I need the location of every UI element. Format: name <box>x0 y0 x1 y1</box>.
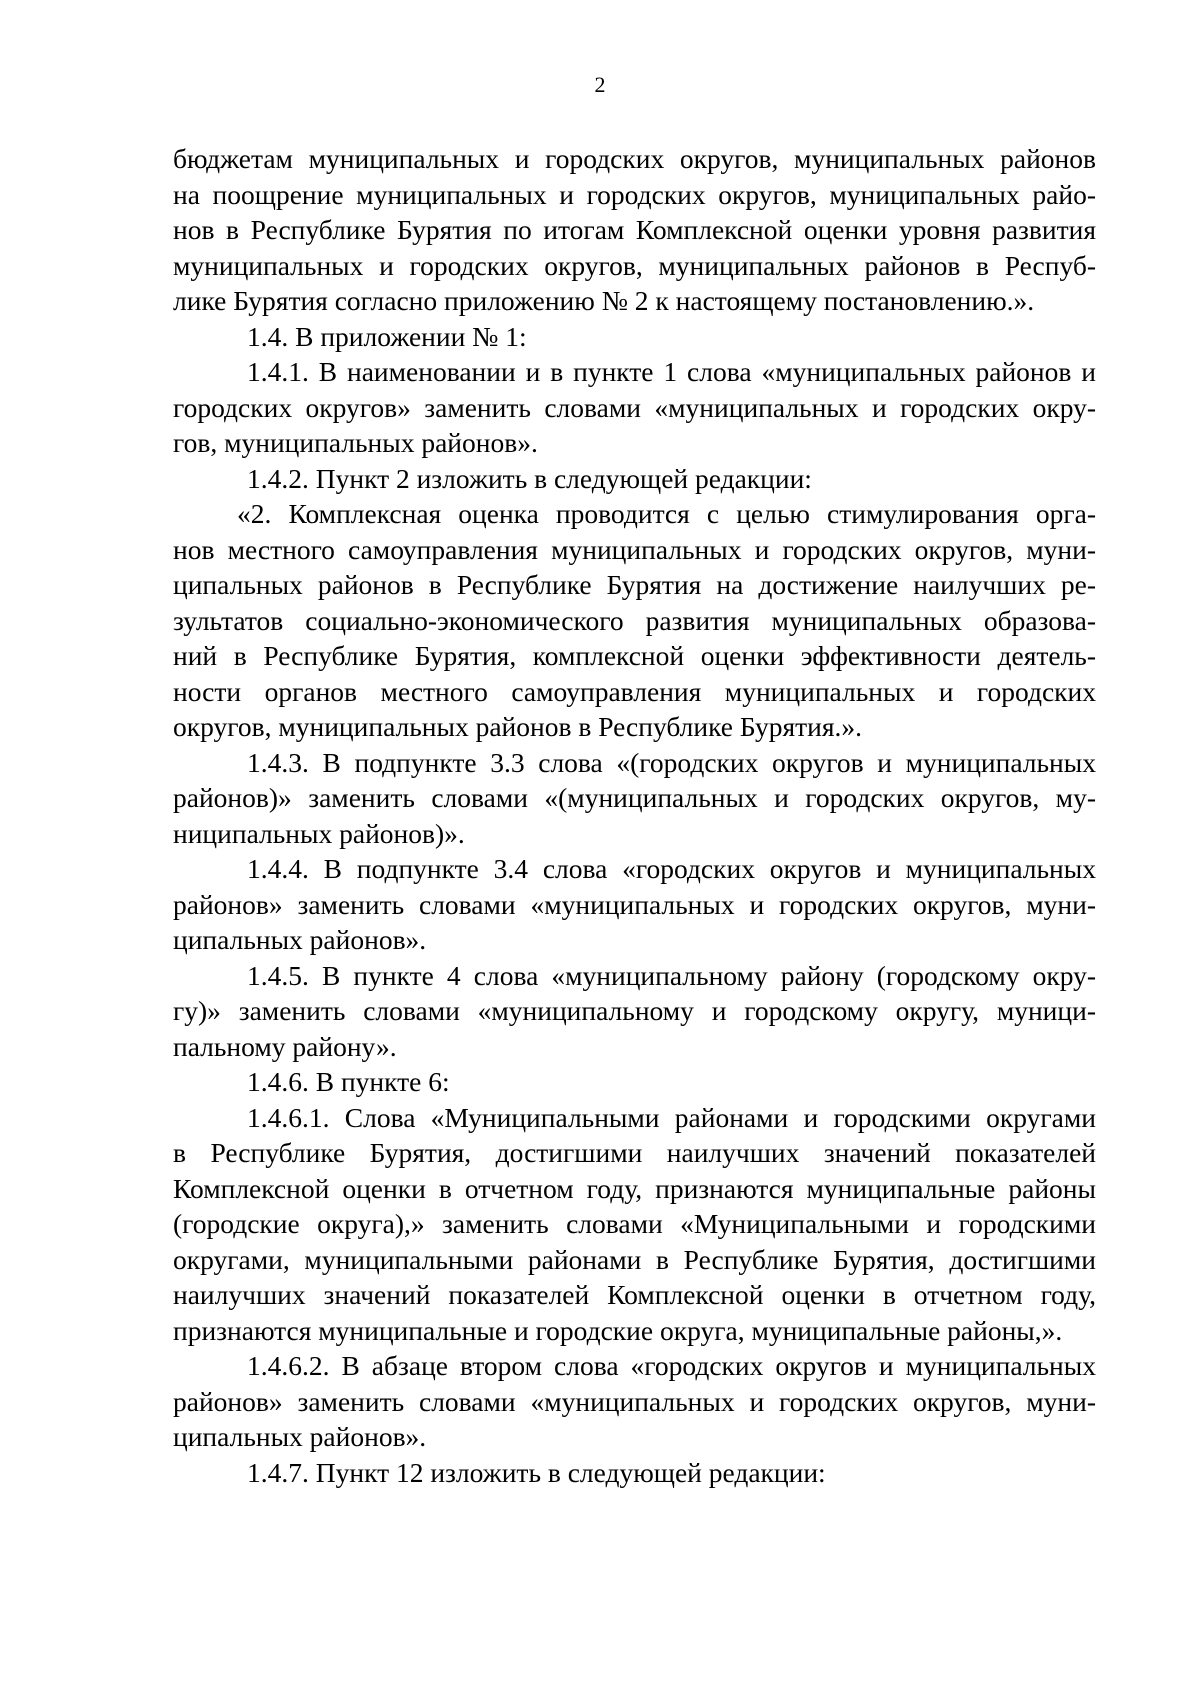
text-line: нов в Республике Бурятия по итогам Комплексной оценки уровня развития <box>173 214 1096 245</box>
text-line: 1.4.6.1. Слова «Муниципальными районами и городскими округами <box>247 1101 1096 1133</box>
text-line: на поощрение муниципальных и городских округов, муниципальных райо- <box>173 178 1096 210</box>
text-line: округов, муниципальных районов в Республике Бурятия.». <box>173 711 862 742</box>
text-line: нов местного самоуправления муниципальных и городских округов, муни- <box>173 533 1096 565</box>
text-line: ниципальных районов)». <box>173 817 465 849</box>
text-line: «2. Комплексная оценка проводится с целью стимулирования орга- <box>237 498 1096 529</box>
page-number: 2 <box>594 72 606 97</box>
text-line: ципальных районов». <box>173 924 427 955</box>
text-line: (городские округа),» заменить словами «Муниципальными и городскими <box>173 1208 1096 1239</box>
text-line: округами, муниципальными районами в Республике Бурятия, достигшими <box>173 1243 1096 1275</box>
text-line: ципальных районов в Республике Бурятия на достижение наилучших ре- <box>173 569 1096 600</box>
text-line: районов» заменить словами «муниципальных и городских округов, муни- <box>173 888 1096 920</box>
text-line: районов» заменить словами «муниципальных и городских округов, муни- <box>173 1385 1096 1417</box>
document-body <box>173 141 1096 1490</box>
text-line: бюджетам муниципальных и городских округов, муниципальных районов <box>173 143 1096 174</box>
text-line: районов)» заменить словами «(муниципальных и городских округов, му- <box>173 782 1096 813</box>
text-line: зультатов социально-экономического развития муниципальных образова- <box>173 604 1096 636</box>
text-line: Комплексной оценки в отчетном году, признаются муниципальные районы <box>173 1172 1096 1204</box>
text-line: муниципальных и городских округов, муниципальных районов в Респуб- <box>173 249 1096 281</box>
text-line: городских округов» заменить словами «муниципальных и городских окру- <box>173 391 1096 423</box>
text-line: лике Бурятия согласно приложению № 2 к настоящему постановлению.». <box>173 285 1035 316</box>
text-line: 1.4.5. В пункте 4 слова «муниципальному району (городскому окру- <box>247 959 1096 991</box>
text-line: ципальных районов». <box>173 1421 427 1452</box>
text-line: 1.4.4. В подпункте 3.4 слова «городских округов и муниципальных <box>247 853 1096 884</box>
text-line: 1.4.2. Пункт 2 изложить в следующей редакции: <box>247 462 812 494</box>
text-line: 1.4.6. В пункте 6: <box>247 1066 450 1097</box>
text-line: признаются муниципальные и городские округа, муниципальные районы,». <box>173 1314 1063 1346</box>
text-line: 1.4.7. Пункт 12 изложить в следующей редакции: <box>247 1456 826 1488</box>
text-line: гу)» заменить словами «муниципальному и городскому округу, муници- <box>173 995 1096 1026</box>
text-line: 1.4.1. В наименовании и в пункте 1 слова «муниципальных районов и <box>247 356 1096 387</box>
text-line: ности органов местного самоуправления муниципальных и городских <box>173 675 1096 707</box>
text-line: гов, муниципальных районов». <box>173 427 538 458</box>
text-line: наилучших значений показателей Комплексной оценки в отчетном году, <box>173 1279 1096 1310</box>
text-line: 1.4.6.2. В абзаце втором слова «городских округов и муниципальных <box>247 1350 1096 1381</box>
text-line: 1.4. В приложении № 1: <box>247 320 527 352</box>
text-line: ний в Республике Бурятия, комплексной оценки эффективности деятель- <box>173 640 1096 671</box>
text-line: 1.4.3. В подпункте 3.3 слова «(городских округов и муниципальных <box>247 746 1096 778</box>
text-line: в Республике Бурятия, достигшими наилучших значений показателей <box>173 1137 1096 1168</box>
text-line: пальному району». <box>173 1030 397 1062</box>
